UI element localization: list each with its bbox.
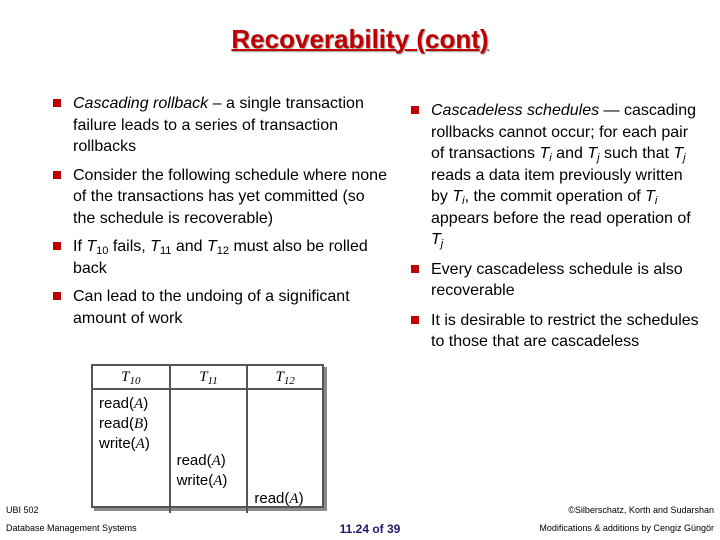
square-bullet-icon [411,316,419,324]
bullet-text: appears before the read operation of [431,209,691,227]
bullet-text: – a single transaction failure leads to a series of transaction rollbacks [73,95,364,155]
bullet-text: It is desirable to restrict the schedules to those that are cascadeless [431,311,699,350]
operation: read(B) [99,415,149,432]
transaction-symbol: T [86,238,97,255]
slide-title: Recoverability (cont) [231,24,489,54]
bullet-text: Every cascadeless schedule is also recoverable [431,260,683,299]
square-bullet-icon [411,106,419,114]
bullet-item [410,310,700,353]
bullet-item [52,286,390,329]
bullet-text: — cascading rollbacks cannot occur; for each pair of transactions [431,102,697,162]
course-name: Database Management Systems [6,523,137,533]
square-bullet-icon [53,242,61,250]
square-bullet-icon [411,265,419,273]
transaction-subscript: j [683,152,686,164]
bullet-text: fails, [108,238,151,255]
square-bullet-icon [53,292,61,300]
transaction-symbol: T [206,238,217,255]
bullet-item [52,93,390,158]
column-t11 [170,389,248,513]
transaction-subscript: j [597,152,600,164]
operation: read(A) [254,490,304,507]
bullet-item [52,236,390,279]
left-column [52,93,390,336]
term-cascadeless-schedules: Cascadeless schedules [431,102,600,119]
bullet-text: , the commit operation of [464,188,646,205]
square-bullet-icon [53,171,61,179]
operation: write(A) [99,435,150,452]
transaction-symbol: T [431,231,441,248]
operation: read(A) [176,452,226,469]
course-code: UBI 502 [6,505,39,515]
column-header-t10: $T_{10}$ [93,366,170,389]
bullet-item [410,100,700,251]
transaction-subscript: i [654,195,658,207]
column-t10 [93,389,170,513]
bullet-item [410,259,700,302]
transaction-subscript: j [440,238,444,250]
copyright: ©Silberschatz, Korth and Sudarshan [568,505,714,515]
modifications-note: Modifications & additions by Cengiz Güngör [539,523,714,533]
transaction-subscript: i [549,152,552,164]
transaction-symbol: T [673,145,684,162]
transaction-subscript: 12 [216,245,229,257]
bullet-text: and [551,145,588,162]
bullet-text: If [73,238,87,255]
operation: write(A) [176,472,228,489]
bullet-text: Can lead to the undoing of a significant amount of work [73,288,350,327]
bullet-text: and [171,238,207,255]
transaction-symbol: T [150,238,160,255]
transaction-subscript: 10 [96,245,109,257]
right-column [410,100,700,361]
bullet-text: must also be rolled back [73,238,368,277]
column-header-t11: $T_{11}$ [170,366,248,389]
transaction-symbol: T [587,145,598,162]
term-cascading-rollback: Cascading rollback [73,95,209,112]
page-number: 11.24 of 39 [339,522,401,536]
column-t12 [247,389,322,513]
square-bullet-icon [53,99,61,107]
operation: read(A) [99,395,149,412]
transaction-subscript: 11 [159,245,172,257]
bullet-item [52,165,390,230]
bullet-text: Consider the following schedule where none of the transactions has yet committed (so the schedule is recoverable) [73,166,387,227]
transaction-symbol: T [452,188,463,205]
bullet-text: such that [599,145,674,162]
transaction-symbol: T [539,145,550,162]
column-header-t12: $T_{12}$ [247,366,322,389]
transaction-symbol: T [645,188,655,205]
transaction-subscript: i [462,195,465,207]
schedule-table [91,364,324,508]
bullet-text: reads a data item previously written by [431,166,683,205]
